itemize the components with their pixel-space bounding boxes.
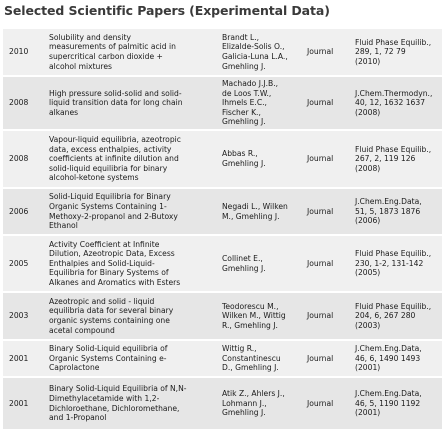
paper-type-cell xyxy=(305,189,352,234)
paper-year-cell xyxy=(3,341,46,376)
paper-authors: Abbas R., Gmehling J. xyxy=(222,149,266,168)
paper-title: Solid-Liquid Equilibria for Binary Organic Systems Containing 1- Methoxy-2-propanol and 2-Butoxy Ethanol xyxy=(49,192,178,231)
table-row xyxy=(3,131,442,187)
paper-authors: Machado J.J.B., de Loos T.W., Ihmels E.C., Fischer K., Gmehling J. xyxy=(222,79,279,127)
table-row xyxy=(3,236,442,291)
paper-year: 2001 xyxy=(9,398,29,408)
paper-type: Journal xyxy=(307,154,334,164)
paper-year-cell xyxy=(3,77,46,129)
paper-title-cell xyxy=(46,77,219,129)
paper-type: Journal xyxy=(307,206,334,216)
table-row xyxy=(3,293,442,339)
table-row xyxy=(3,29,442,75)
paper-source-cell xyxy=(352,29,442,75)
table-row xyxy=(3,378,442,429)
paper-title: Azeotropic and solid - liquid equilibria data for several binary organic systems containing one acetal compound xyxy=(49,296,174,335)
paper-year-cell xyxy=(3,29,46,75)
paper-type-cell xyxy=(305,378,352,429)
paper-authors-cell xyxy=(219,378,305,429)
paper-source-cell xyxy=(352,236,442,291)
paper-year: 2008 xyxy=(9,98,29,108)
paper-source-cell xyxy=(352,189,442,234)
paper-authors: Teodorescu M., Wilken M., Wittig R., Gmehling J. xyxy=(222,301,286,330)
paper-source: Fluid Phase Equilib., 204, 6, 267 280 (2003) xyxy=(355,301,432,330)
paper-year: 2001 xyxy=(9,353,29,363)
paper-year: 2010 xyxy=(9,47,29,57)
paper-source-cell xyxy=(352,341,442,376)
paper-source: J.Chem.Eng.Data, 46, 6, 1490 1493 (2001) xyxy=(355,344,422,373)
paper-title-cell xyxy=(46,378,219,429)
paper-authors: Collinet E., Gmehling J. xyxy=(222,253,266,273)
paper-type: Journal xyxy=(307,47,334,57)
paper-authors-cell xyxy=(219,293,305,339)
paper-type: Journal xyxy=(307,398,334,408)
paper-type: Journal xyxy=(307,98,334,108)
paper-authors-cell xyxy=(219,77,305,129)
paper-authors: Wittig R., Constantinescu D., Gmehling J. xyxy=(222,344,281,373)
paper-authors: Negadi L., Wilken M., Gmehling J. xyxy=(222,201,288,221)
paper-type: Journal xyxy=(307,258,334,268)
paper-title-cell xyxy=(46,341,219,376)
paper-title-cell xyxy=(46,293,219,339)
paper-year-cell xyxy=(3,293,46,339)
paper-year: 2005 xyxy=(9,258,29,268)
paper-type: Journal xyxy=(307,353,334,363)
paper-year-cell xyxy=(3,189,46,234)
page-title: Selected Scientific Papers (Experimental Data) xyxy=(4,3,330,18)
paper-authors-cell xyxy=(219,236,305,291)
paper-title: Binary Solid-Liquid Equilibria of N,N- Dimethylacetamide with 1,2- Dichloroethane, Dichloromethane, and 1-Propanol xyxy=(49,384,187,423)
paper-source: J.Chem.Eng.Data, 46, 5, 1190 1192 (2001) xyxy=(355,389,422,418)
paper-source: Fluid Phase Equilib., 230, 1-2, 131-142 (2005) xyxy=(355,249,432,278)
paper-title-cell xyxy=(46,131,219,187)
paper-type-cell xyxy=(305,131,352,187)
paper-title-cell xyxy=(46,189,219,234)
paper-title-cell xyxy=(46,236,219,291)
paper-source-cell xyxy=(352,131,442,187)
paper-title: Solubility and density measurements of palmitic acid in supercritical carbon dioxide + alcohol mixtures xyxy=(49,32,176,71)
table-row xyxy=(3,341,442,376)
paper-title: Vapour-liquid equilibria, azeotropic data, excess enthalpies, activity coefficients at infinite dilution and solid-liquid equilibria for binary alcohol-ketone systems xyxy=(49,135,181,183)
paper-year: 2006 xyxy=(9,206,29,216)
paper-authors-cell xyxy=(219,29,305,75)
paper-source: Fluid Phase Equilib., 289, 1, 72 79 (2010) xyxy=(355,37,432,66)
paper-year-cell xyxy=(3,236,46,291)
paper-authors-cell xyxy=(219,189,305,234)
paper-year: 2008 xyxy=(9,154,29,164)
paper-authors: Brandt L., Elizalde-Solis O., Galicia-Luna L.A., Gmehling J. xyxy=(222,32,288,71)
paper-source: Fluid Phase Equilib., 267, 2, 119 126 (2008) xyxy=(355,144,432,173)
table-row xyxy=(3,77,442,129)
paper-type: Journal xyxy=(307,311,334,321)
paper-title: Activity Coefficient at Infinite Dilution, Azeotropic Data, Excess Enthalpies and Solid-Liquid- Equilibria for Binary Systems of Alkanes and Aromatics with Esters xyxy=(49,239,181,287)
paper-year-cell xyxy=(3,378,46,429)
paper-source: J.Chem.Thermodyn., 40, 12, 1632 1637 (2008) xyxy=(355,88,433,117)
paper-source-cell xyxy=(352,378,442,429)
paper-type-cell xyxy=(305,293,352,339)
paper-authors-cell xyxy=(219,341,305,376)
paper-source: J.Chem.Eng.Data, 51, 5, 1873 1876 (2006) xyxy=(355,197,422,226)
table-row xyxy=(3,189,442,234)
paper-title: High pressure solid-solid and solid- liquid transition data for long chain alkanes xyxy=(49,88,183,117)
paper-authors-cell xyxy=(219,131,305,187)
paper-type-cell xyxy=(305,236,352,291)
paper-type-cell xyxy=(305,29,352,75)
paper-title: Binary Solid-Liquid equilibria of Organic Systems Containing e- Caprolactone xyxy=(49,344,168,373)
paper-type-cell xyxy=(305,341,352,376)
paper-year: 2003 xyxy=(9,311,29,321)
paper-authors: Atik Z., Ahlers J., Lohmann J., Gmehling J. xyxy=(222,389,285,418)
paper-year-cell xyxy=(3,131,46,187)
papers-table-body xyxy=(3,29,442,429)
paper-source-cell xyxy=(352,293,442,339)
paper-type-cell xyxy=(305,77,352,129)
papers-table xyxy=(3,27,442,431)
paper-source-cell xyxy=(352,77,442,129)
paper-title-cell xyxy=(46,29,219,75)
